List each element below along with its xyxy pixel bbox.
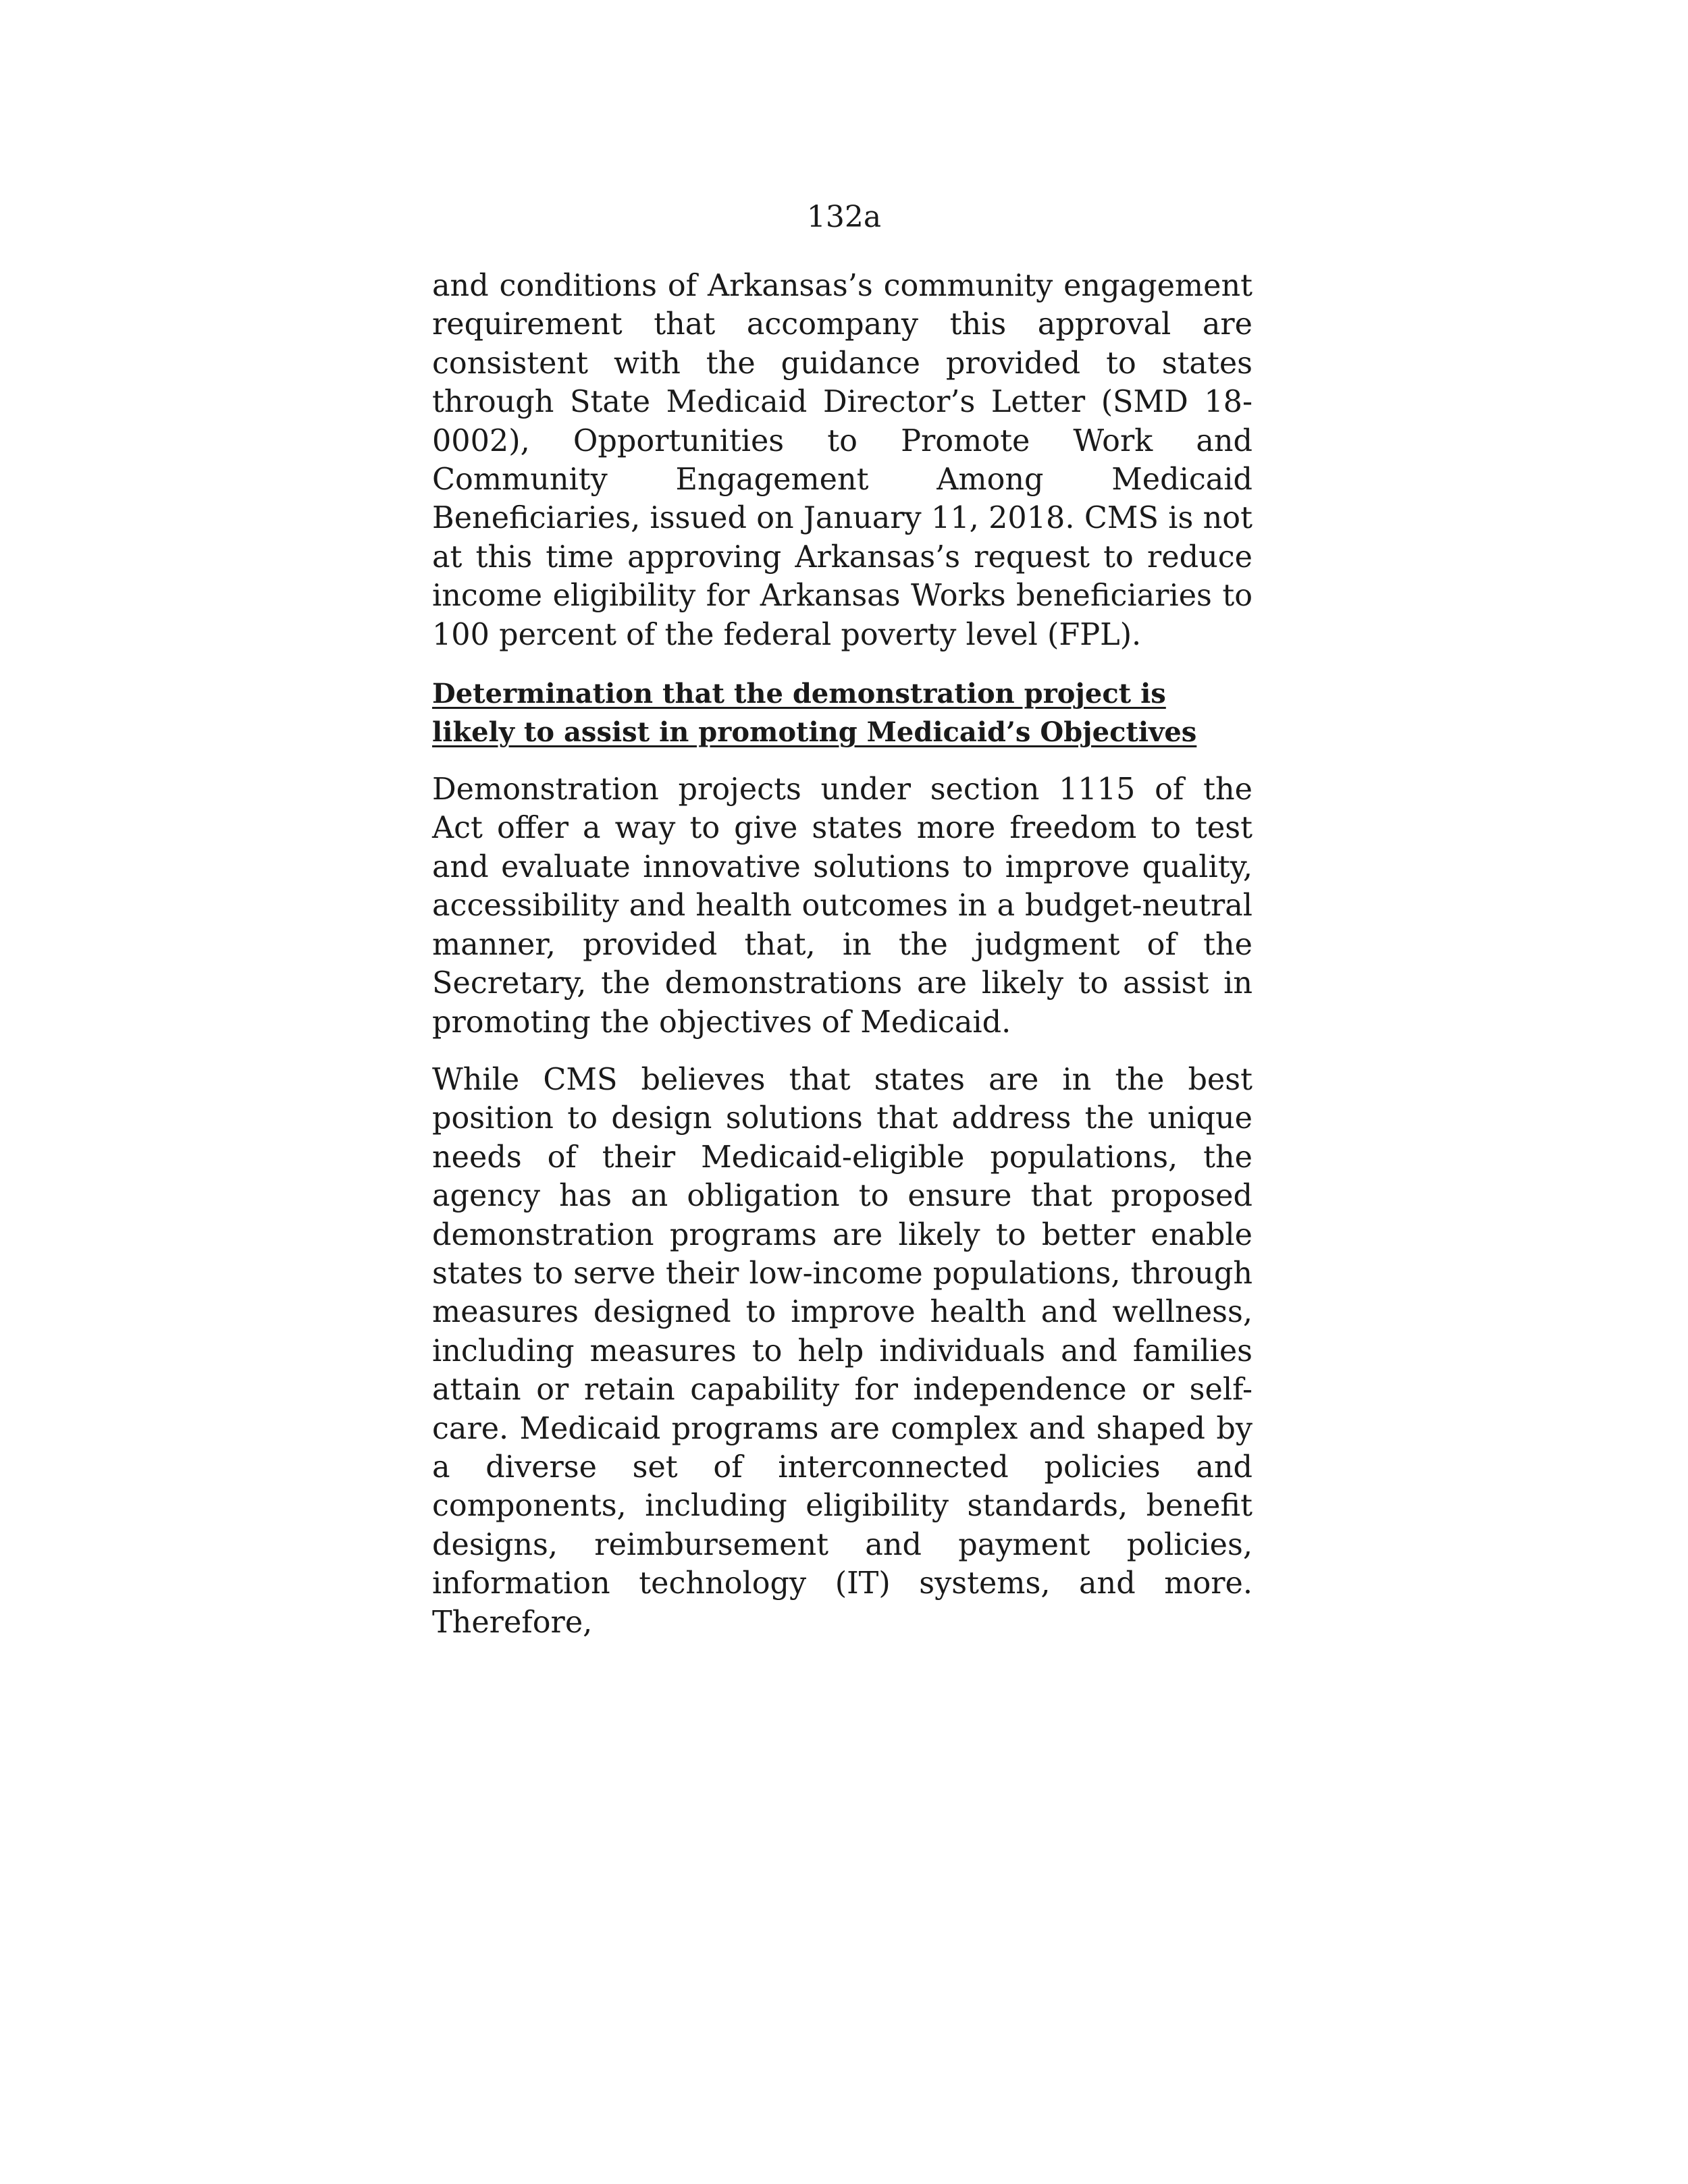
cms-position-paragraph: While CMS believes that states are in the best position to design solutions that address the unique needs of their Medicaid-eligible populations, the agency has an obligation to ensure that proposed demonstration programs are likely to better enable states to serve their low-income populations, through measures designed to improve health and wellness, including measures to help individuals and families attain or retain capability for independence or self-care. Medicaid programs are complex and shaped by a diverse set of interconnected policies and components, including eligibility standards, benefit designs, reimbursement and payment policies, information technology (IT) systems, and more. Therefore, [432, 1062, 1252, 1640]
continuation-paragraph: and conditions of Arkansas’s community engagement requirement that accompany this approval are consistent with the guidance provided to states through State Medicaid Director’s Letter (SMD 18-0002), Opportunities to Promote Work and Community Engagement Among Medicaid Beneficiaries, issued on January 11, 2018. CMS is not at this time approving Arkansas’s request to reduce income eligibility for Arkansas Works beneficiaries to 100 percent of the federal poverty level (FPL). [432, 269, 1252, 652]
page-number: 132a [806, 200, 882, 234]
section-heading: Determination that the demonstration project is likely to assist in promoting Medicaid’s Objectives [432, 678, 1197, 749]
document-body [432, 267, 1252, 1642]
demonstration-paragraph: Demonstration projects under section 1115 of the Act offer a way to give states more freedom to test and evaluate innovative solutions to improve quality, accessibility and health outcomes in a budget-neutral manner, provided that, in the judgment of the Secretary, the demonstrations are likely to assist in promoting the objectives of Medicaid. [432, 772, 1252, 1040]
